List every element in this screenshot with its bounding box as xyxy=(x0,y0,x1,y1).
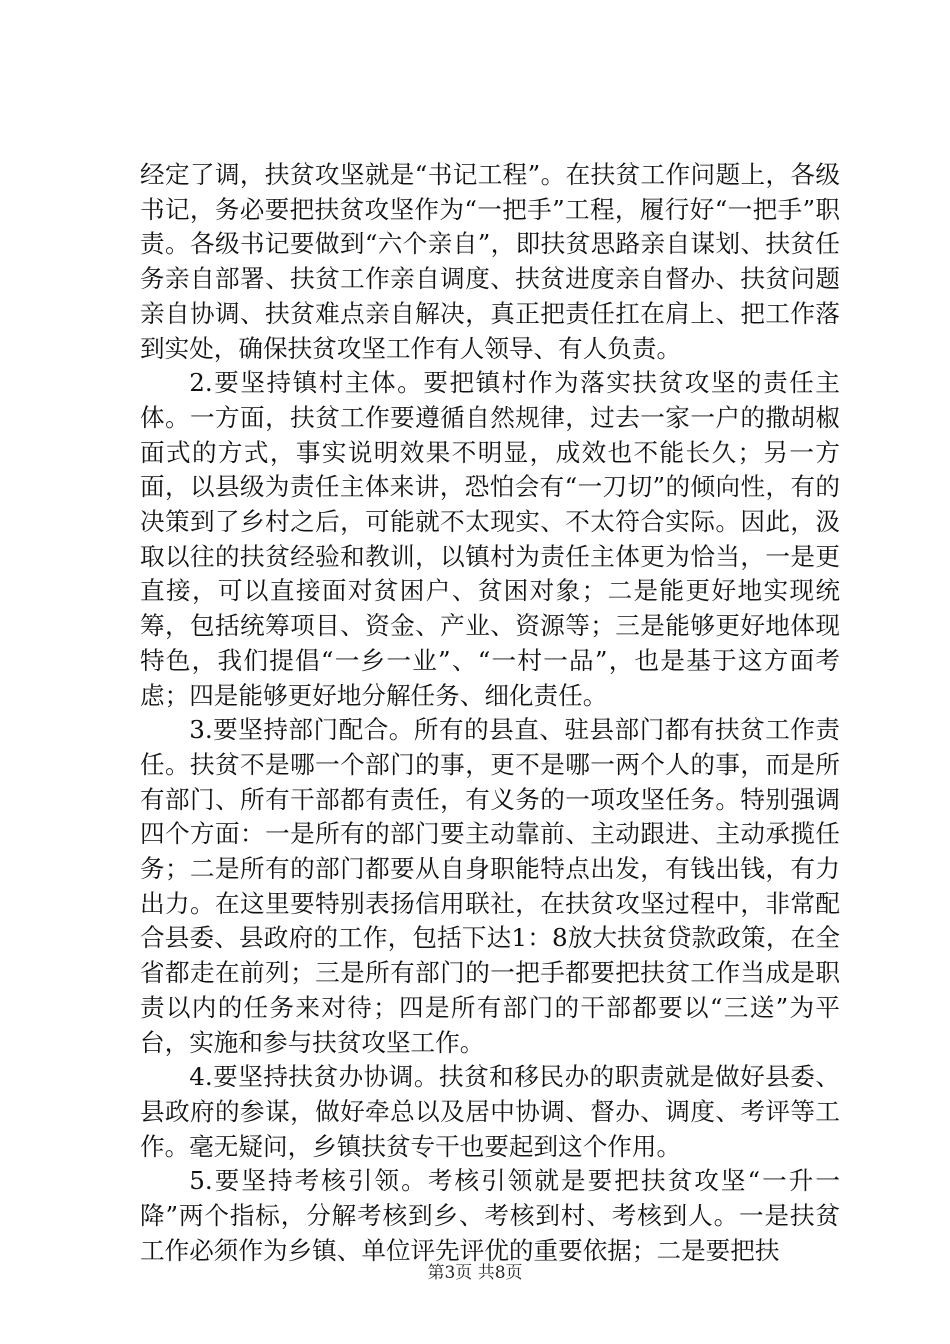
paragraph-item-3: 3.要坚持部门配合。所有的县直、驻县部门都有扶贫工作责任。扶贫不是哪一个部门的事，更不是哪一两个人的事，而是所有部门、所有干部都有责任，有义务的一项攻坚任务。特别强调四个方面：一是所有的部门要主动靠前、主动跟进、主动承揽任务；二是所有的部门都要从自身职能特点出发，有钱出钱，有力出力。在这里要特别表扬信用联社，在扶贫攻坚过程中，非常配合县委、县政府的工作，包括下达1：8放大扶贫贷款政策，在全省都走在前列；三是所有部门的一把手都要把扶贫工作当成是职责以内的任务来对待；四是所有部门的干部都要以“三送”为平台，实施和参与扶贫攻坚工作。 xyxy=(140,715,840,1057)
paragraph-item-5: 5.要坚持考核引领。考核引领就是要把扶贫攻坚“一升一降”两个指标，分解考核到乡、考核到村、考核到人。一是扶贫工作必须作为乡镇、单位评先评优的重要依据；二是要把扶 xyxy=(140,1166,840,1265)
paragraph-continued: 经定了调，扶贫攻坚就是“书记工程”。在扶贫工作问题上，各级书记，务必要把扶贫攻坚作为“一把手”工程，履行好“一把手”职责。各级书记要做到“六个亲自”，即扶贫思路亲自谋划、扶贫任务亲自部署、扶贫工作亲自调度、扶贫进度亲自督办、扶贫问题亲自协调、扶贫难点亲自解决，真正把责任扛在肩上、把工作落到实处，确保扶贫攻坚工作有人领导、有人负责。 xyxy=(140,160,840,363)
paragraph-item-2: 2.要坚持镇村主体。要把镇村作为落实扶贫攻坚的责任主体。一方面，扶贫工作要遵循自然规律，过去一家一户的撒胡椒面式的方式，事实说明效果不明显，成效也不能长久；另一方面，以县级为责任主体来讲，恐怕会有“一刀切”的倾向性，有的决策到了乡村之后，可能就不太现实、不太符合实际。因此，汲取以往的扶贫经验和教训，以镇村为责任主体更为恰当，一是更直接，可以直接面对贫困户、贫困对象；二是能更好地实现统筹，包括统筹项目、资金、产业、资源等；三是能够更好地体现特色，我们提倡“一乡一业”、“一村一品”，也是基于这方面考虑；四是能够更好地分解任务、细化责任。 xyxy=(140,368,840,710)
paragraph-item-4: 4.要坚持扶贫办协调。扶贫和移民办的职责就是做好县委、县政府的参谋，做好牵总以及居中协调、督办、调度、考评等工作。毫无疑问，乡镇扶贫专干也要起到这个作用。 xyxy=(140,1062,840,1161)
page-footer: 第3页 共8页 xyxy=(427,1263,523,1283)
document-body xyxy=(140,158,840,1269)
